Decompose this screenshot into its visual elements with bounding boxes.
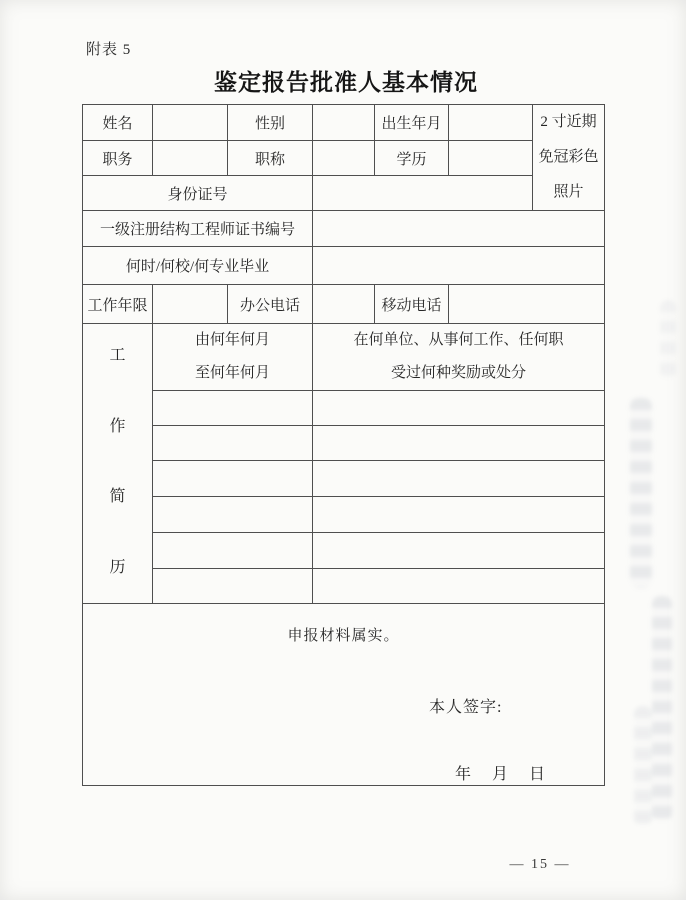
scan-bleed-artifact — [660, 300, 676, 380]
work-history-blank-row — [83, 461, 605, 497]
detail-header-line2: 受过何种奖励或处分 — [390, 365, 526, 381]
scan-bleed-artifact — [630, 398, 652, 588]
scan-bleed-artifact — [652, 596, 672, 821]
row-position-title-education — [83, 140, 605, 176]
work-history-blank-row — [83, 497, 605, 533]
work-years-label: 工作年限 — [83, 285, 153, 324]
photo-note-line2: 免冠彩色 — [538, 149, 599, 165]
date-month-label: 月 — [492, 766, 509, 783]
name-label: 姓名 — [83, 105, 153, 141]
work-history-header-row — [83, 324, 605, 391]
period-entry-cell — [153, 391, 313, 426]
declaration-statement: 申报材料属实。 — [287, 628, 400, 644]
work-history-vertical-label — [83, 324, 153, 604]
period-entry-cell — [153, 461, 313, 497]
detail-entry-cell — [313, 497, 605, 533]
period-entry-cell — [153, 426, 313, 461]
approver-info-table — [82, 104, 605, 786]
period-from-label: 由何年何月 — [194, 332, 270, 348]
detail-entry-cell — [313, 426, 605, 461]
period-entry-cell — [153, 497, 313, 533]
cert-number-value-cell — [313, 211, 605, 247]
date-year-label: 年 — [455, 766, 472, 783]
office-phone-label: 办公电话 — [228, 285, 313, 324]
prof-title-value-cell — [313, 140, 375, 176]
declaration-row — [83, 604, 605, 786]
detail-header-line1: 在何单位、从事何工作、任何职 — [353, 332, 564, 348]
period-entry-cell — [153, 533, 313, 569]
period-to-label: 至何年何月 — [194, 365, 270, 381]
mobile-phone-label: 移动电话 — [375, 285, 449, 324]
birth-date-value-cell — [449, 105, 533, 141]
period-entry-cell — [153, 569, 313, 604]
graduation-value-cell — [313, 247, 605, 285]
scan-bleed-artifact — [634, 706, 652, 826]
row-id-number — [83, 176, 605, 211]
prof-title-label: 职称 — [228, 140, 313, 176]
education-label: 学历 — [375, 140, 449, 176]
row-phones — [83, 285, 605, 324]
birth-date-label: 出生年月 — [375, 105, 449, 141]
row-cert-number — [83, 211, 605, 247]
graduation-label: 何时/何校/何专业毕业 — [83, 247, 313, 285]
photo-placeholder-cell — [533, 105, 605, 211]
position-label: 职务 — [83, 140, 153, 176]
detail-entry-cell — [313, 533, 605, 569]
signature-label: 本人签字: — [429, 699, 503, 716]
row-name-gender-birth — [83, 105, 605, 141]
photo-note-line3: 照片 — [553, 184, 584, 200]
date-line — [455, 761, 545, 784]
detail-entry-cell — [313, 569, 605, 604]
cert-number-label: 一级注册结构工程师证书编号 — [83, 211, 313, 247]
vlabel-char: 简 — [109, 488, 126, 506]
declaration-cell — [83, 604, 605, 786]
work-years-value-cell — [153, 285, 228, 324]
work-history-blank-row — [83, 391, 605, 426]
photo-note-line1: 2 寸近期 — [540, 114, 597, 130]
mobile-phone-value-cell — [449, 285, 605, 324]
name-value-cell — [153, 105, 228, 141]
vlabel-char: 作 — [109, 417, 126, 435]
date-day-label: 日 — [529, 766, 546, 783]
detail-entry-cell — [313, 391, 605, 426]
id-number-label: 身份证号 — [83, 176, 313, 211]
period-header-cell — [153, 324, 313, 391]
gender-value-cell — [313, 105, 375, 141]
vlabel-char: 历 — [109, 558, 126, 576]
page-title: 鉴定报告批准人基本情况 — [214, 70, 478, 95]
position-value-cell — [153, 140, 228, 176]
row-graduation — [83, 247, 605, 285]
vlabel-char: 工 — [109, 347, 126, 364]
work-history-blank-row — [83, 569, 605, 604]
detail-entry-cell — [313, 461, 605, 497]
gender-label: 性别 — [228, 105, 313, 141]
appendix-label: 附表 5 — [86, 42, 132, 58]
id-number-value-cell — [313, 176, 533, 211]
detail-header-cell — [313, 324, 605, 391]
work-history-blank-row — [83, 426, 605, 461]
work-history-blank-row — [83, 533, 605, 569]
office-phone-value-cell — [313, 285, 375, 324]
education-value-cell — [449, 140, 533, 176]
page-number: — 15 — — [509, 857, 571, 872]
